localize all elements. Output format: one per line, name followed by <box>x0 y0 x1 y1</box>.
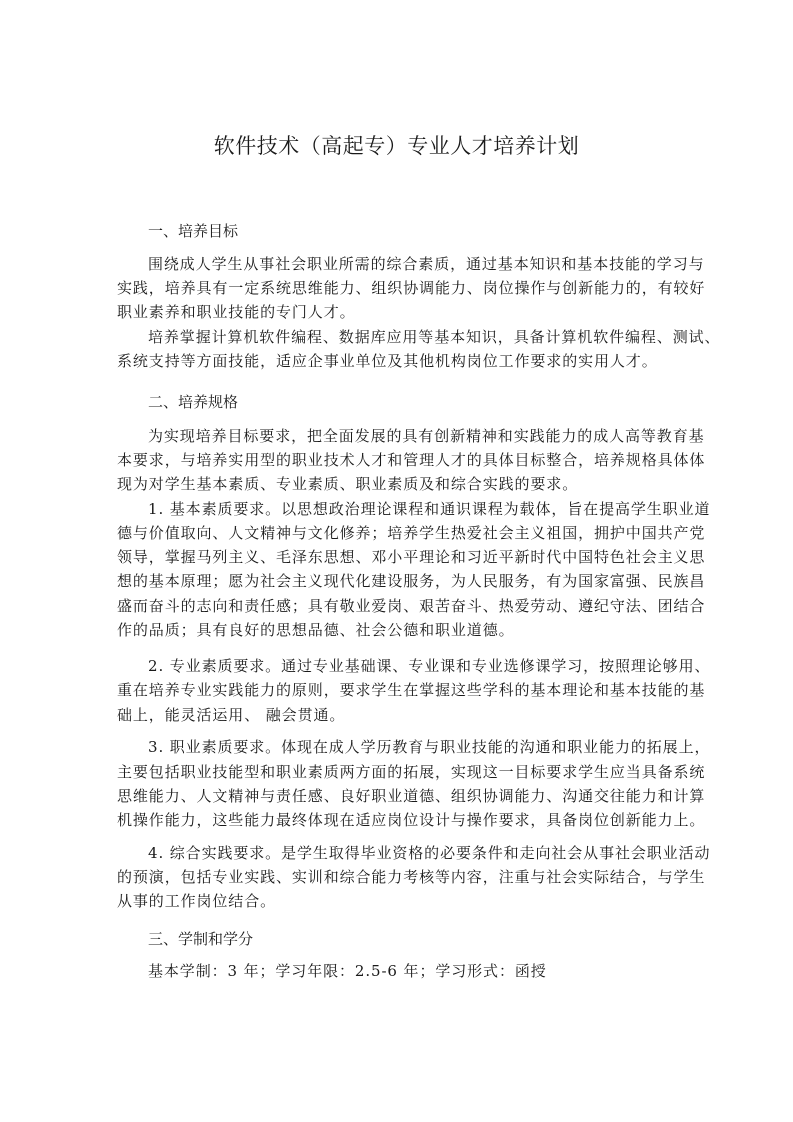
paragraph-line: 3. 职业素质要求。体现在成人学历教育与职业技能的沟通和职业能力的拓展上， <box>148 738 711 756</box>
paragraph-line: 围绕成人学生从事社会职业所需的综合素质，通过基本知识和基本技能的学习与 <box>148 255 705 273</box>
paragraph-line: 德与价值取向、人文精神与文化修养；培养学生热爱社会主义祖国，拥护中国共产党 <box>117 524 706 542</box>
paragraph-line: 从事的工作岗位结合。 <box>117 892 277 910</box>
section-heading-schooling-credits: 三、学制和学分 <box>148 930 254 948</box>
paragraph-line: 职业素养和职业技能的专门人才。 <box>117 303 356 321</box>
paragraph-line: 盛而奋斗的志向和责任感；具有敬业爱岗、艰苦奋斗、热爱劳动、遵纪守法、团结合 <box>117 597 706 615</box>
document-title: 软件技术（高起专）专业人才培养计划 <box>213 134 580 158</box>
paragraph-line: 基本学制：3 年；学习年限：2.5-6 年；学习形式：函授 <box>148 962 547 980</box>
paragraph-line: 实践，培养具有一定系统思维能力、组织协调能力、岗位操作与创新能力的，有较好 <box>117 279 706 297</box>
paragraph-line: 现为对学生基本素质、专业素质、职业素质及和综合实践的要求。 <box>117 475 579 493</box>
paragraph-line: 作的品质；具有良好的思想品德、社会公德和职业道德。 <box>117 621 515 639</box>
paragraph-line: 系统支持等方面技能，适应企事业单位及其他机构岗位工作要求的实用人才。 <box>117 352 658 370</box>
paragraph-line: 为实现培养目标要求，把全面发展的具有创新精神和实践能力的成人高等教育基 <box>148 427 705 445</box>
paragraph-line: 思维能力、人文精神与责任感、良好职业道德、组织协调能力、沟通交往能力和计算 <box>117 787 706 805</box>
paragraph-line: 领导，掌握马列主义、毛泽东思想、邓小平理论和习近平新时代中国特色社会主义思 <box>117 548 706 566</box>
section-heading-training-specs: 二、培养规格 <box>148 393 239 411</box>
paragraph-line: 础上，能灵活运用、 融会贯通。 <box>117 706 346 724</box>
paragraph-line: 想的基本原理；愿为社会主义现代化建设服务，为人民服务，有为国家富强、民族昌 <box>117 572 706 590</box>
paragraph-line: 1. 基本素质要求。以思想政治理论课程和通识课程为载体，旨在提高学生职业道 <box>148 500 711 518</box>
paragraph-line: 重在培养专业实践能力的原则，要求学生在掌握这些学科的基本理论和基本技能的基 <box>117 681 706 699</box>
paragraph-line: 机操作能力，这些能力最终体现在适应岗位设计与操作要求，具备岗位创新能力上。 <box>117 811 706 829</box>
paragraph-line: 本要求，与培养实用型的职业技术人才和管理人才的具体目标整合，培养规格具体体 <box>117 451 706 469</box>
paragraph-line: 的预演，包括专业实践、实训和综合能力考核等内容，注重与社会实际结合，与学生 <box>117 868 706 886</box>
paragraph-line: 培养掌握计算机软件编程、数据库应用等基本知识，具备计算机软件编程、测试、 <box>148 328 721 346</box>
section-heading-training-goals: 一、培养目标 <box>148 222 239 240</box>
paragraph-line: 2. 专业素质要求。通过专业基础课、专业课和专业选修课学习，按照理论够用、 <box>148 657 711 675</box>
paragraph-line: 4. 综合实践要求。是学生取得毕业资格的必要条件和走向社会从事社会职业活动 <box>148 844 711 862</box>
paragraph-line: 主要包括职业技能型和职业素质两方面的拓展，实现这一目标要求学生应当具备系统 <box>117 763 706 781</box>
